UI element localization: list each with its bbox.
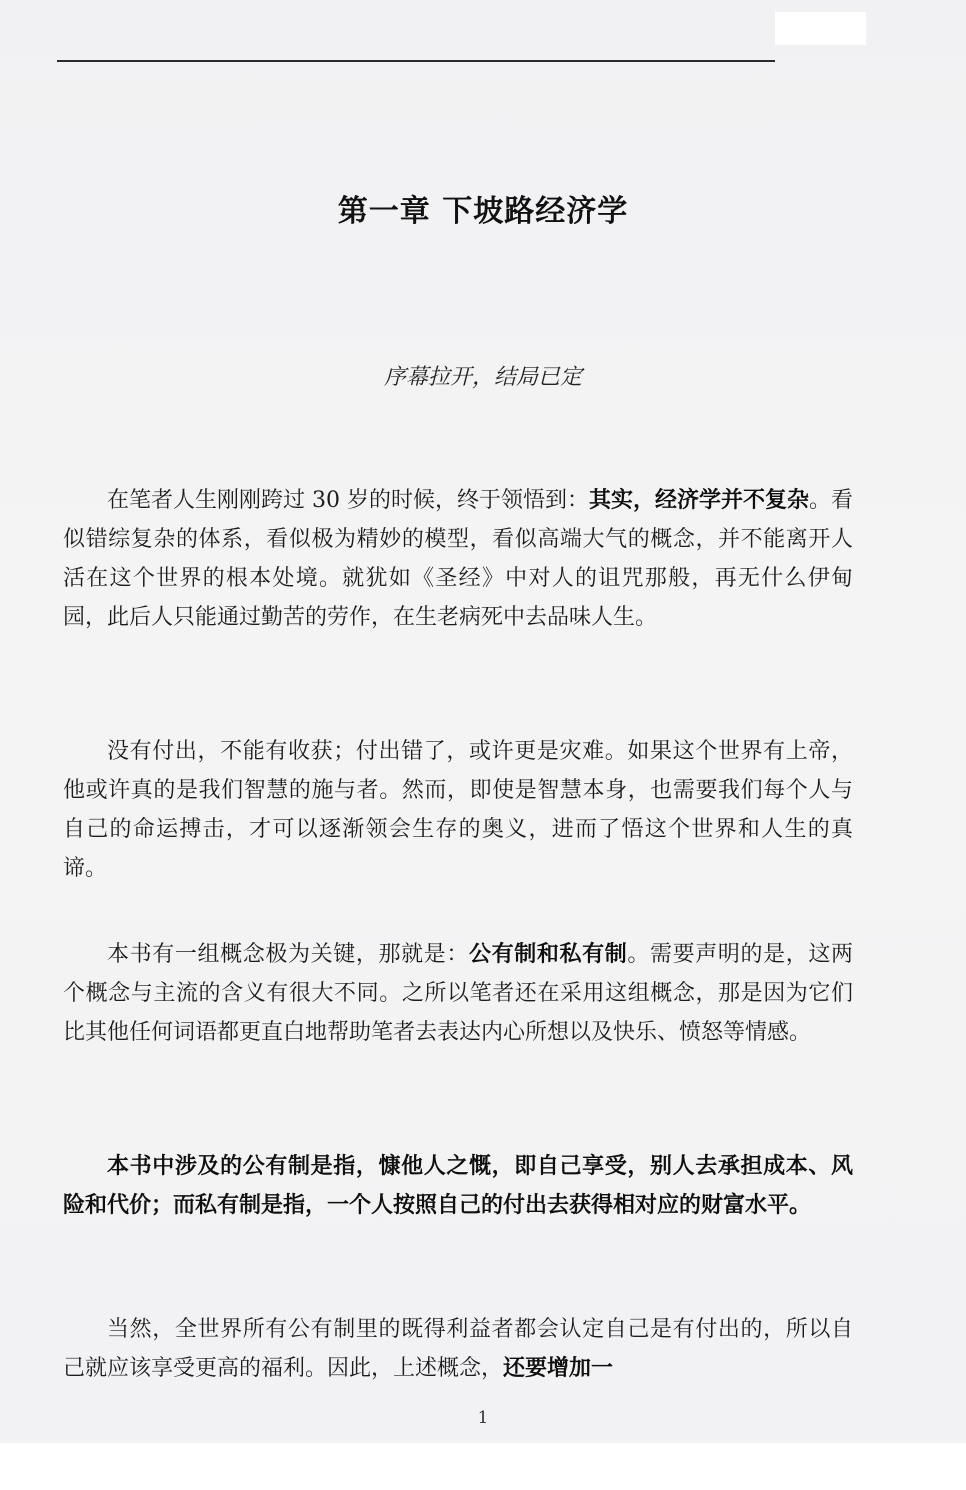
paragraph-1-text-end: 。看似错综复杂的体系，看似极为精妙的模型，看似高端大气的概念，并不能离开人活在这个世界的根本处境。就犹如《圣经》中对人的诅咒那般，再无什么伊甸园，此后人只能通过勤苦的劳作，在生老病死中去品味人生。 [63,488,854,630]
paragraph-3-bold: 公有制和私有制 [468,941,628,967]
paragraph-1-bold: 其实，经济学并不复杂 [588,487,809,513]
section-title: 序幕拉开，结局已定 [383,365,582,390]
paragraph-2 [63,732,853,888]
paragraph-1-text: 在笔者人生刚刚跨过 30 岁的时候，终于领悟到： [107,488,589,513]
page-number: 1 [477,1408,489,1428]
paragraph-3-text-end: 。需要声明的是，这两个概念与主流的含义有很大不同。之所以笔者还在采用这组概念，那是因为它们比其他任何词语都更直白地帮助笔者去表达内心所想以及快乐、愤怒等情感。 [63,942,853,1045]
paragraph-3 [63,935,853,1052]
redaction-box [775,12,866,45]
paragraph-4-bold: 本书中涉及的公有制是指，慷他人之慨，即自己享受，别人去承担成本、风险和代价；而私有制是指，一个人按照自己的付出去获得相对应的财富水平。 [63,1153,853,1218]
paragraph-2-text: 没有付出，不能有收获；付出错了，或许更是灾难。如果这个世界有上帝，他或许真的是我们智慧的施与者。然而，即使是智慧本身，也需要我们每个人与自己的命运搏击，才可以逐渐领会生存的奥义，进而了悟这个世界和人生的真谛。 [63,739,853,881]
paragraph-5-text: 当然，全世界所有公有制里的既得利益者都会认定自己是有付出的，所以自己就应该享受更高的福利。因此，上述概念， [63,1317,853,1381]
paragraph-1 [63,481,853,637]
paragraph-4 [63,1147,853,1225]
paragraph-5-bold: 还要增加一 [503,1355,614,1381]
paragraph-3-text: 本书有一组概念极为关键，那就是： [107,942,469,967]
paragraph-5 [63,1310,853,1388]
chapter-title: 第一章 下坡路经济学 [337,194,629,229]
header-rule [57,60,775,62]
